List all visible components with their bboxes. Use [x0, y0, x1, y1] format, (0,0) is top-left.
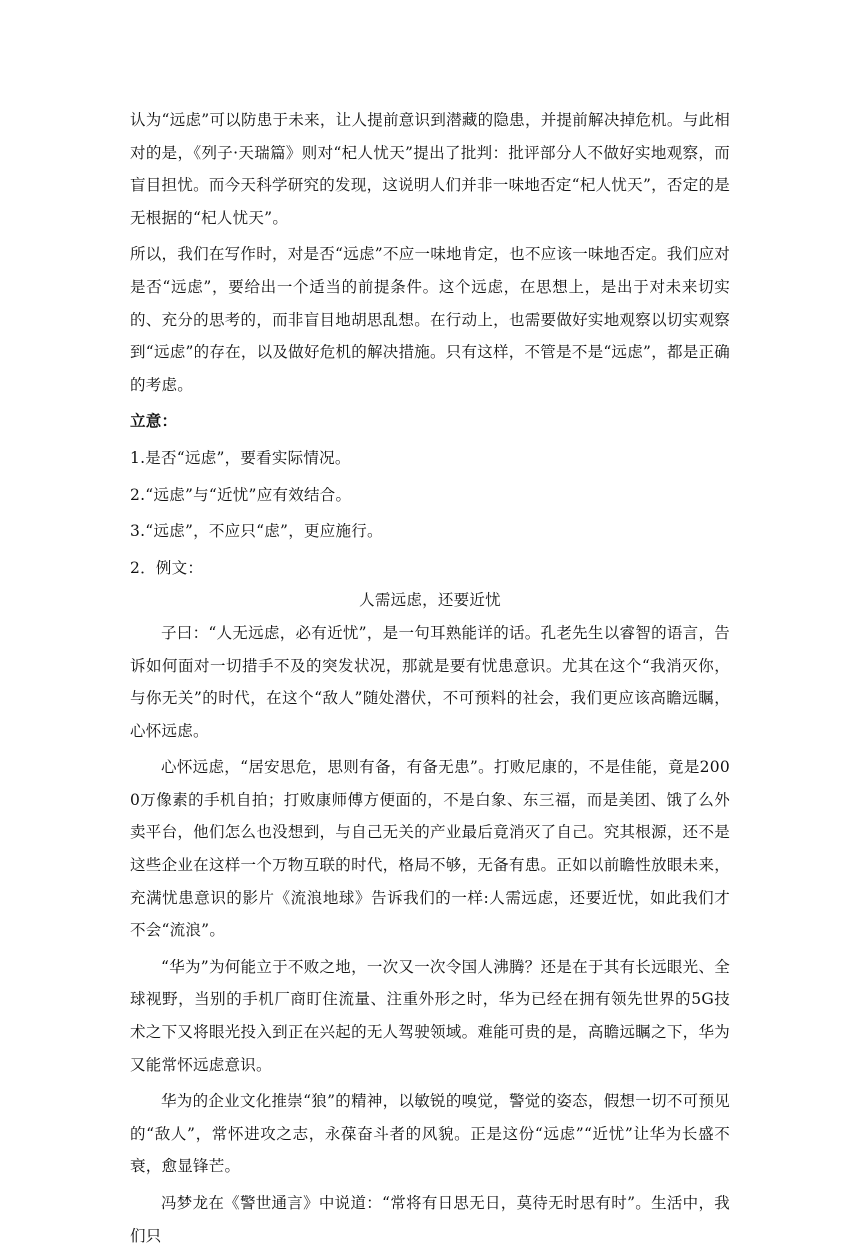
body-paragraph: 所以，我们在写作时，对是否“远虑”不应一味地肯定，也不应该一味地否定。我们应对是否“远虑”，要给出一个适当的前提条件。这个远虑，在思想上，是出于对未来切实的、充分的思考的，而非盲目地胡思乱想。在行动上，也需要做好实地观察以切实观察到“远虑”的存在，以及做好危机的解决措施。只有这样，不管是不是“远虑”，都是正确的考虑。	[130, 245, 730, 394]
idea-item: 2.“远虑”与“近忧”应有效结合。	[130, 485, 352, 504]
essay-paragraph: 华为的企业文化推崇“狼”的精神，以敏锐的嗅觉，警觉的姿态，假想一切不可预见的“敌人”，常怀进攻之志，永葆奋斗者的风貌。正是这份“远虑”“近忧”让华为长盛不衰，愈显锋芒。	[130, 1092, 730, 1176]
ideas-heading: 立意：	[130, 411, 178, 431]
essay-paragraph: 心怀远虑，“居安思危，思则有备，有备无患”。打败尼康的，不是佳能，竟是2000万像素的手机自拍；打败康师傅方便面的，不是白象、东三福，而是美团、饿了么外卖平台，他们怎么也没想到，与自己无关的产业最后竟消灭了自己。究其根源，还不是这些企业在这样一个万物互联的时代，格局不够，无备有患。正如以前瞻性放眼未来，充满忧患意识的影片《流浪地球》告诉我们的一样:人需远虑，还要近忧，如此我们才不会“流浪”。	[130, 758, 730, 940]
idea-item: 1.是否“远虑”，要看实际情况。	[130, 448, 351, 467]
essay-label: 2．例文：	[130, 558, 204, 577]
document-page	[130, 104, 730, 1252]
essay-paragraph: “华为”为何能立于不败之地，一次又一次令国人沸腾？还是在于其有长远眼光、全球视野，当别的手机厂商盯住流量、注重外形之时，华为已经在拥有领先世界的5G技术之下又将眼光投入到正在兴起的无人驾驶领域。难能可贵的是，高瞻远瞩之下，华为又能常怀远虑意识。	[130, 957, 730, 1074]
essay-paragraph: 子曰：“人无远虑，必有近忧”，是一句耳熟能详的话。孔老先生以睿智的语言，告诉如何面对一切措手不及的突发状况，那就是要有忧患意识。尤其在这个“我消灭你，与你无关”的时代，在这个“敌人”随处潜伏，不可预料的社会，我们更应该高瞻远瞩，心怀远虑。	[130, 623, 730, 740]
idea-item: 3.“远虑”，不应只“虑”，更应施行。	[130, 522, 383, 541]
essay-title: 人需远虑，还要近忧	[359, 591, 501, 610]
essay-paragraph: 冯梦龙在《警世通言》中说道：“常将有日思无日，莫待无时思有时”。生活中，我们只	[130, 1194, 730, 1245]
body-paragraph: 认为“远虑”可以防患于未来，让人提前意识到潜藏的隐患，并提前解决掉危机。与此相对的是，《列子·天瑞篇》则对“杞人忧天”提出了批判：批评部分人不做好实地观察，而盲目担忧。而今天科学研究的发现，这说明人们并非一味地否定“杞人忧天”，否定的是无根据的“杞人忧天”。	[130, 111, 730, 227]
